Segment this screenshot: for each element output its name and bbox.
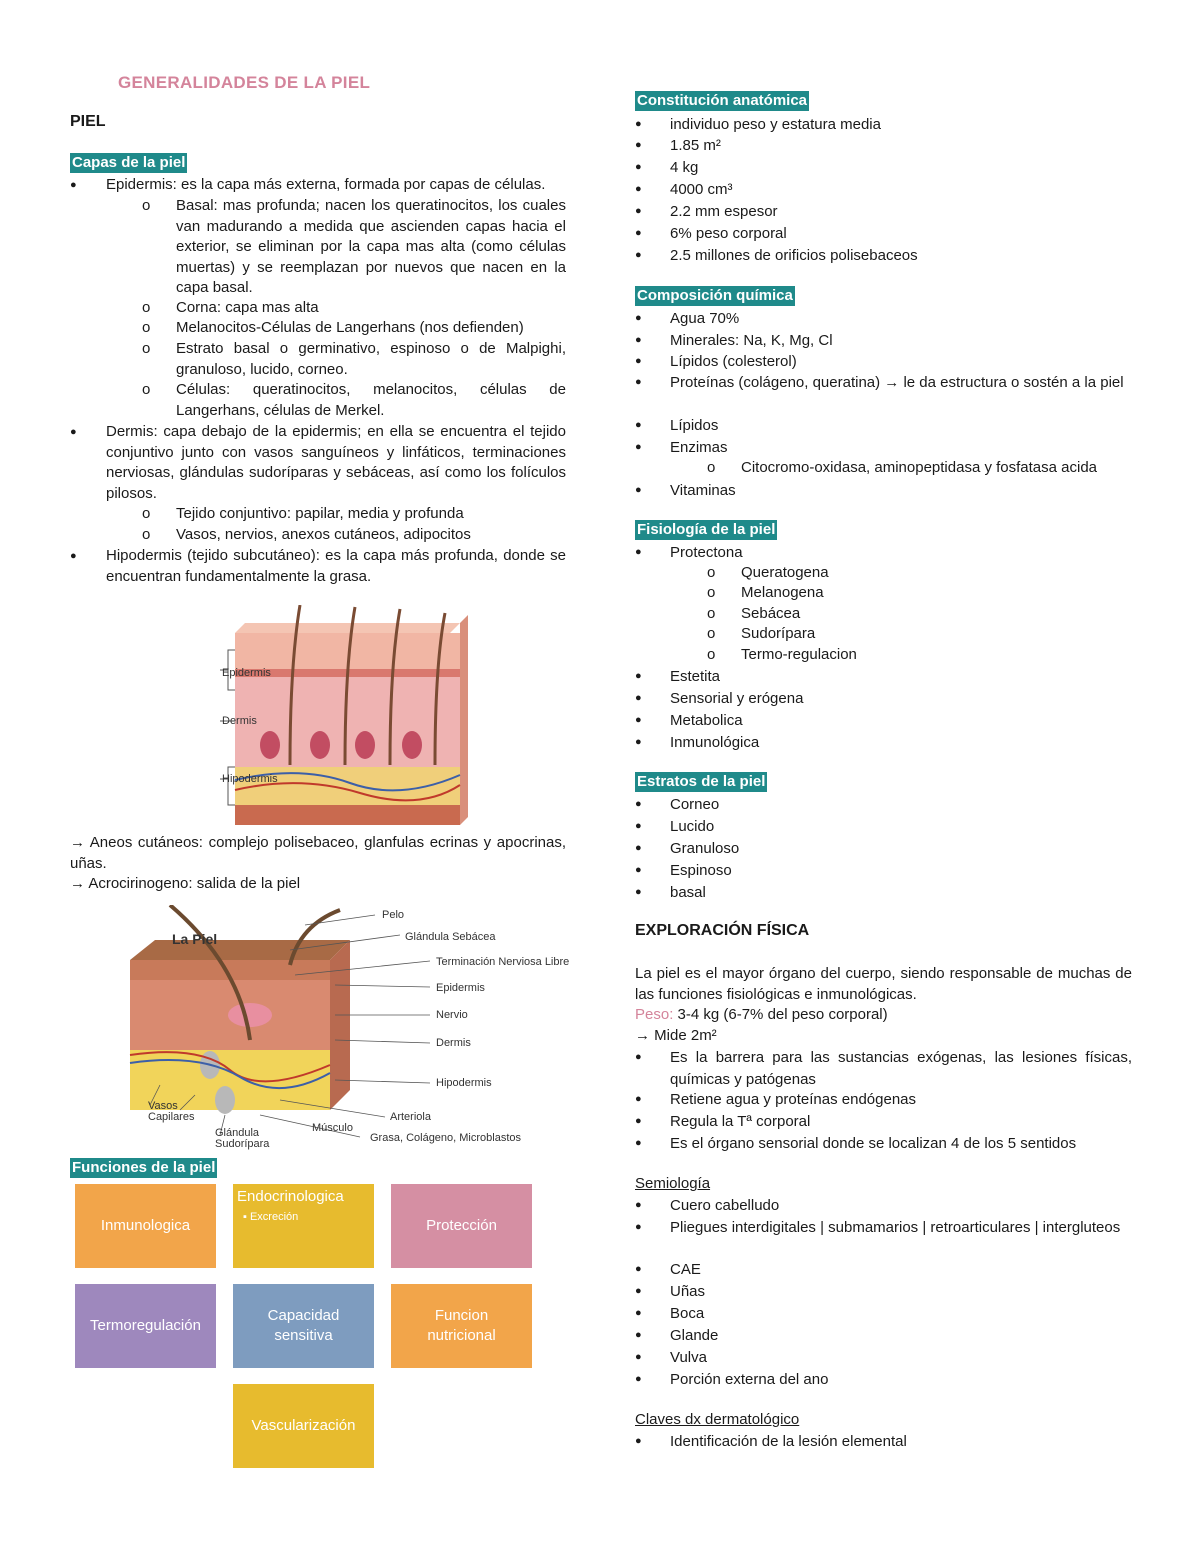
figure-label: Hipodermis: [436, 1077, 492, 1089]
figure-label: Nervio: [436, 1009, 468, 1021]
list-item: ● Es el órgano sensorial donde se localizan 4 de los 5 sentidos: [635, 1135, 1077, 1152]
sub-item: o Sudorípara: [707, 625, 816, 642]
list-item: ● Cuero cabelludo: [635, 1197, 780, 1214]
list-item: ● Glande: [635, 1327, 719, 1344]
funcion-box-vascular: Vascularización: [233, 1384, 374, 1468]
list-item: ● Protectona: [635, 544, 743, 561]
funcion-box-capacidad: Capacidad sensitiva: [233, 1284, 374, 1368]
list-item: ● Vulva: [635, 1349, 707, 1366]
figure-label: Grasa, Colágeno, Microblastos: [370, 1132, 522, 1144]
exploracion-heading: EXPLORACIÓN FÍSICA: [635, 922, 810, 939]
list-item: ● Retiene agua y proteínas endógenas: [635, 1091, 917, 1108]
list-item: ● Minerales: Na, K, Mg, Cl: [635, 332, 833, 349]
skin-layers-illustration: [150, 605, 470, 830]
semiologia-heading: Semiología: [635, 1175, 711, 1192]
funcion-box-inmunologica: Inmunologica: [75, 1184, 216, 1268]
sub-item: o Melanocitos-Células de Langerhans (nos defienden): [142, 319, 524, 336]
figure-label: Dermis: [436, 1037, 471, 1049]
claves-heading: Claves dx dermatológico: [635, 1411, 800, 1428]
list-item: ● Estetita: [635, 668, 721, 685]
list-item: ● Porción externa del ano: [635, 1371, 829, 1388]
figure-title: La Piel: [172, 931, 218, 947]
la-piel-figure: [100, 905, 570, 1150]
sub-item: o Estrato basal o germinativo, espinoso o de Malpighi, granuloso, lucido, corneo.: [142, 340, 566, 378]
figure-label: Glándula Sudorípara: [215, 1127, 270, 1150]
list-item: ● Es la barrera para las sustancias exógenas, las lesiones físicas, químicas y patógenas: [635, 1049, 1132, 1088]
estratos-tag: Estratos de la piel: [637, 773, 766, 790]
sub-item: o Melanogena: [707, 584, 824, 601]
figure-label: Músculo: [312, 1122, 353, 1134]
sub-item: o Basal: mas profunda; nacen los queratinocitos, los cuales van madurando a medida que ascienden capas hacia el exterior, se eliminan por la capa mas alta (como células muertas) y se reemplazan por nuevos que nacen en la capa basal.: [142, 197, 566, 296]
figure-label: Terminación Nerviosa Libre: [436, 956, 570, 968]
funciones-tag: Funciones de la piel: [72, 1159, 216, 1176]
list-item: ● 2.2 mm espesor: [635, 203, 778, 220]
list-item: ● Agua 70%: [635, 310, 740, 327]
sub-item: o Corna: capa mas alta: [142, 299, 319, 316]
composicion-tag: Composición química: [637, 287, 793, 304]
sub-item: o Queratogena: [707, 564, 829, 581]
list-item: ● Boca: [635, 1305, 705, 1322]
sub-item: o Células: queratinocitos, melanocitos, células de Langerhans, células de Merkel.: [142, 381, 566, 419]
list-item: ● CAE: [635, 1261, 701, 1278]
list-item: ● Proteínas (colágeno, queratina) → le da estructura o sostén a la piel: [635, 374, 1124, 391]
funcion-box-endocrino: Endocrinologica ▪ Excreción: [233, 1184, 374, 1268]
list-item: ● Regula la Tª corporal: [635, 1113, 811, 1130]
mide-line: → Mide 2m²: [635, 1027, 717, 1044]
figure-label: Vasos Capilares: [148, 1100, 195, 1123]
aneos-text: → Aneos cutáneos: complejo polisebaceo, glanfulas ecrinas y apocrinas, uñas.: [70, 834, 566, 872]
piel-heading: PIEL: [70, 113, 106, 130]
figure-label: Arteriola: [390, 1111, 431, 1123]
list-item: ● Corneo: [635, 796, 720, 813]
list-item: ● Vitaminas: [635, 482, 736, 499]
figure-label: Dermis: [222, 715, 257, 727]
page-title: GENERALIDADES DE LA PIEL: [118, 73, 371, 92]
funcion-box-proteccion: Protección: [391, 1184, 532, 1268]
list-item: ● Espinoso: [635, 862, 732, 879]
capas-tag: Capas de la piel: [72, 154, 186, 171]
sub-item: o Sebácea: [707, 605, 801, 622]
list-item: ● individuo peso y estatura media: [635, 116, 881, 133]
figure-label: Hipodermis: [222, 773, 278, 785]
list-item: ● Uñas: [635, 1283, 706, 1300]
peso-line: Peso: 3-4 kg (6-7% del peso corporal): [635, 1006, 888, 1023]
list-item: ● Enzimas: [635, 439, 728, 456]
acro-text: → Acrocirinogeno: salida de la piel: [70, 875, 301, 892]
figure-label: Epidermis: [222, 667, 271, 679]
list-item: ● 4 kg: [635, 159, 699, 176]
funcion-box-nutricional: Funcion nutricional: [391, 1284, 532, 1368]
list-item: ● Lucido: [635, 818, 715, 835]
sub-item: o Termo-regulacion: [707, 646, 857, 663]
sub-item: o Vasos, nervios, anexos cutáneos, adipocitos: [142, 526, 471, 543]
sub-item: o Citocromo-oxidasa, aminopeptidasa y fosfatasa acida: [707, 459, 1098, 476]
list-item: ● Hipodermis (tejido subcutáneo): es la capa más profunda, donde se encuentran fundamentalmente la grasa.: [70, 547, 566, 585]
figure-label: Glándula Sebácea: [405, 931, 496, 943]
list-item: ● Lípidos: [635, 417, 719, 434]
list-item: ● Dermis: capa debajo de la epidermis; en ella se encuentra el tejido conjuntivo junto con vasos sanguíneos y linfáticos, terminaciones nerviosas, glándulas sudoríparas y sebáceas, así como los folículos pilosos.: [70, 423, 566, 502]
constitucion-tag: Constitución anatómica: [637, 92, 808, 109]
list-item: ● 1.85 m²: [635, 137, 721, 154]
skin-layers-figure: [150, 605, 470, 830]
list-item: ● Lípidos (colesterol): [635, 353, 797, 370]
list-item: ● 4000 cm³: [635, 181, 733, 198]
bullet: ●: [70, 179, 77, 191]
list-item: ● Epidermis: es la capa más externa, formada por capas de células.: [70, 175, 566, 196]
exploracion-intro: La piel es el mayor órgano del cuerpo, siendo responsable de muchas de las funciones fisiológicas e inmunológicas.: [635, 965, 1132, 1003]
list-item: ● Granuloso: [635, 840, 740, 857]
fisiologia-tag: Fisiología de la piel: [637, 521, 776, 538]
list-item: ● Pliegues interdigitales | submamarios | retroarticulares | intergluteos: [635, 1219, 1121, 1236]
figure-label: Epidermis: [436, 982, 485, 994]
sub-item: o Tejido conjuntivo: papilar, media y profunda: [142, 505, 464, 522]
list-item: ● Identificación de la lesión elemental: [635, 1433, 907, 1450]
list-item: ● basal: [635, 884, 706, 901]
funcion-box-termo: Termoregulación: [75, 1284, 216, 1368]
list-item: ● Sensorial y erógena: [635, 690, 804, 707]
list-item: ● Metabolica: [635, 712, 743, 729]
list-item: ● 6% peso corporal: [635, 225, 787, 242]
list-item: ● 2.5 millones de orificios polisebaceos: [635, 247, 918, 264]
list-item: ● Inmunológica: [635, 734, 760, 751]
figure-label: Pelo: [382, 909, 405, 921]
